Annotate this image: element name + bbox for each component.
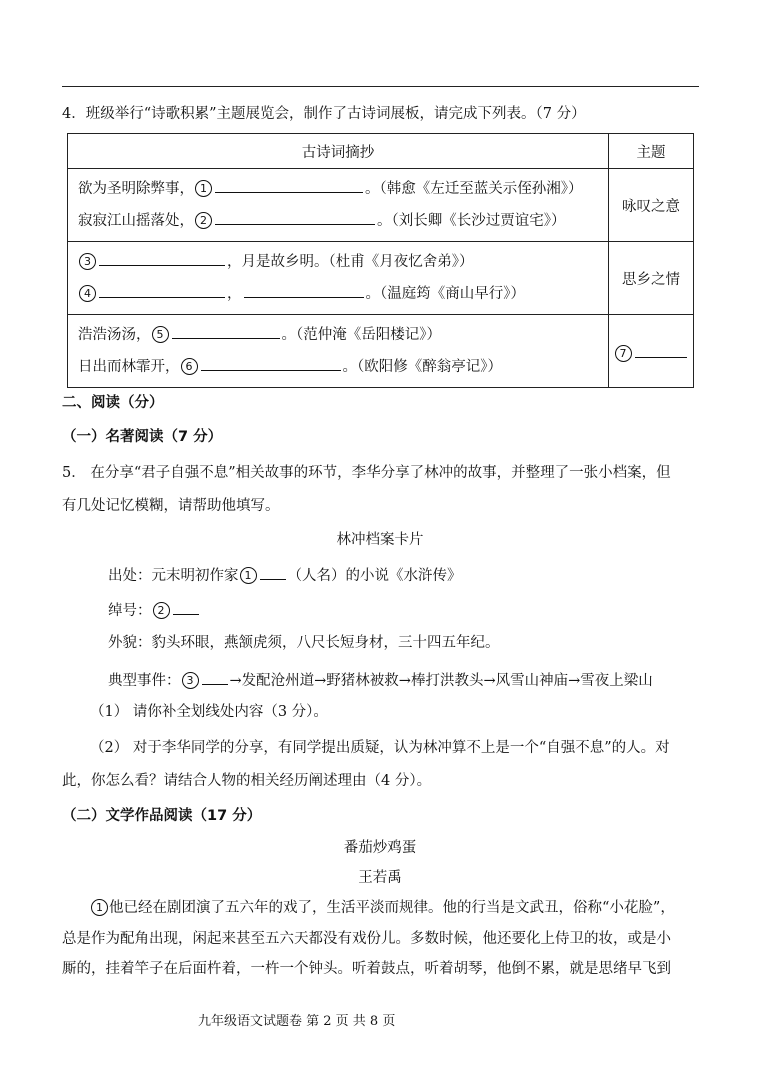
blank-number-badge: 3 [79, 253, 96, 270]
table-row [68, 242, 694, 315]
fill-blank[interactable] [215, 176, 363, 193]
question-4-prompt: 4．班级举行“诗歌积累”主题展览会，制作了古诗词展板，请完成下列表。（7 分） [62, 106, 586, 122]
page-footer: 九年级语文试题卷 第 2 页 共 8 页 [198, 1014, 396, 1029]
sub-question-2-line-2: 此，你怎么看？请结合人物的相关经历阐述理由（4 分）。 [62, 773, 432, 789]
blank-number-badge: 2 [195, 212, 212, 229]
card-title: 林冲档案卡片 [336, 532, 424, 548]
question-5-line-1: 5． 在分享“君子自强不息”相关故事的环节，李华分享了林冲的故事，并整理了一张小档案，但 [62, 465, 671, 481]
fill-blank[interactable] [99, 249, 225, 266]
theme-cell [609, 315, 694, 388]
story-paragraph-line-3: 厮的，挂着竿子在后面杵着，一杵一个钟头。听着鼓点，听着胡琴，他倒不累，就是思绪早飞到 [62, 961, 671, 977]
poem-line: 欲为圣明除弊事， 1 。（韩愈《左迁至蓝关示侄孙湘》） [78, 173, 608, 205]
card-events: 典型事件： 3 →发配沧州道→野猪林被救→棒打洪教头→风雪山神庙→雪夜上梁山 [108, 668, 653, 691]
poem-table [67, 133, 694, 388]
table-header-excerpt: 古诗词摘抄 [68, 134, 609, 169]
fill-blank[interactable] [172, 322, 280, 339]
paragraph-number-badge: 1 [91, 899, 108, 916]
fill-blank[interactable] [215, 208, 375, 225]
top-rule [62, 86, 699, 87]
fill-blank[interactable] [173, 598, 199, 615]
story-paragraph-line-2: 总是作为配角出现，闲起来甚至五六天都没有戏份儿。多数时候，他还要化上侍卫的妆，或是小 [62, 931, 671, 947]
blank-number-badge: 7 [615, 345, 632, 362]
section-2-2-title: （二）文学作品阅读（17 分） [62, 808, 262, 824]
poem-line: 浩浩汤汤， 5 。（范仲淹《岳阳楼记》） [78, 319, 608, 351]
section-2-title: 二、阅读（分） [62, 395, 164, 411]
story-author: 王若禹 [358, 870, 402, 886]
blank-number-badge: 1 [240, 567, 257, 584]
table-row [68, 169, 694, 242]
poem-line: 4 ， 。（温庭筠《商山早行》） [78, 278, 608, 310]
table-header-theme: 主题 [609, 134, 694, 169]
blank-number-badge: 6 [181, 358, 198, 375]
blank-number-badge: 5 [152, 326, 169, 343]
story-title: 番茄炒鸡蛋 [343, 840, 417, 856]
fill-blank[interactable] [244, 281, 364, 298]
card-nickname: 绰号： 2 [108, 598, 201, 621]
section-2-1-title: （一）名著阅读（7 分） [62, 429, 223, 445]
fill-blank[interactable] [202, 668, 228, 685]
poem-line: 3 ，月是故乡明。（杜甫《月夜忆舍弟》） [78, 246, 608, 278]
sub-question-2-line-1: （2） 对于李华同学的分享，有同学提出质疑，认为林冲算不上是一个“自强不息”的人。对 [90, 740, 670, 756]
poem-line: 寂寂江山摇落处， 2 。（刘长卿《长沙过贾谊宅》） [78, 205, 608, 237]
theme-cell: 思乡之情 [609, 242, 694, 315]
table-row [68, 315, 694, 388]
story-paragraph-line-1: 1 他已经在剧团演了五六年的戏了，生活平淡而规律。他的行当是文武丑，俗称“小花脸”， [90, 898, 675, 918]
blank-number-badge: 3 [182, 672, 199, 689]
card-appearance: 外貌：豹头环眼，燕颔虎须，八尺长短身材，三十四五年纪。 [108, 635, 500, 651]
blank-number-badge: 4 [79, 285, 96, 302]
fill-blank[interactable] [635, 341, 687, 358]
blank-number-badge: 1 [195, 180, 212, 197]
fill-blank[interactable] [201, 354, 341, 371]
theme-cell: 咏叹之意 [609, 169, 694, 242]
blank-number-badge: 2 [153, 602, 170, 619]
fill-blank[interactable] [260, 563, 286, 580]
sub-question-1: （1） 请你补全划线处内容（3 分）。 [90, 704, 328, 720]
fill-blank[interactable] [99, 281, 225, 298]
poem-line: 日出而林霏开， 6 。（欧阳修《醉翁亭记》） [78, 351, 608, 383]
card-source: 出处：元末明初作家 1 （人名）的小说《水浒传》 [108, 563, 462, 586]
question-5-line-2: 有几处记忆模糊，请帮助他填写。 [62, 498, 280, 514]
